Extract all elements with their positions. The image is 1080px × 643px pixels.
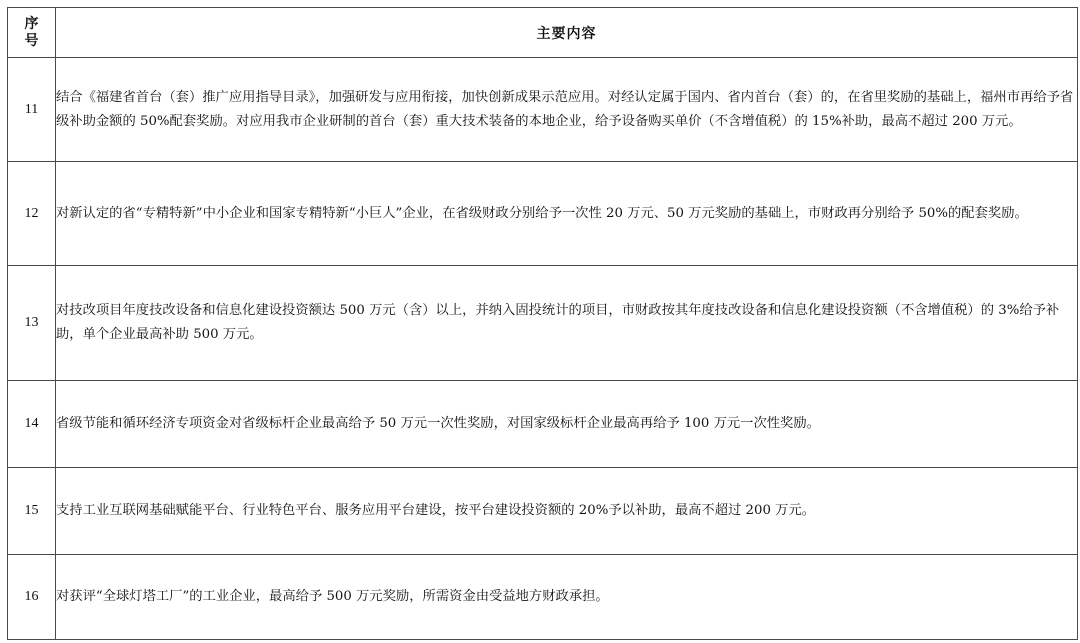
row-number: 14 [8,381,56,468]
row-content: 对新认定的省“专精特新”中小企业和国家专精特新“小巨人”企业，在省级财政分别给予一次性 20 万元、50 万元奖励的基础上，市财政再分别给予 50%的配套奖励。 [56,162,1078,266]
table-row [8,58,1078,162]
row-content: 对获评“全球灯塔工厂”的工业企业，最高给予 500 万元奖励，所需资金由受益地方财政承担。 [56,555,1078,640]
header-main-content: 主要内容 [56,8,1078,58]
row-content: 对技改项目年度技改设备和信息化建设投资额达 500 万元（含）以上，并纳入固投统计的项目，市财政按其年度技改设备和信息化建设投资额（不含增值税）的 3%给予补助，单个企业最高补助 500 万元。 [56,266,1078,381]
header-serial-number [8,8,56,58]
row-content: 支持工业互联网基础赋能平台、行业特色平台、服务应用平台建设，按平台建设投资额的 20%予以补助，最高不超过 200 万元。 [56,468,1078,555]
table-row [8,468,1078,555]
row-number: 15 [8,468,56,555]
table-row [8,555,1078,640]
policy-table [7,7,1078,640]
row-number: 13 [8,266,56,381]
header-serial-char-1: 序 [24,15,39,32]
row-number: 12 [8,162,56,266]
table-row [8,381,1078,468]
table-row [8,162,1078,266]
table-header-row [8,8,1078,58]
table-row [8,266,1078,381]
header-serial-char-2: 号 [24,32,39,49]
row-number: 11 [8,58,56,162]
row-number: 16 [8,555,56,640]
row-content: 结合《福建省首台（套）推广应用指导目录》，加强研发与应用衔接，加快创新成果示范应用。对经认定属于国内、省内首台（套）的，在省里奖励的基础上，福州市再给予省级补助金额的 50%配套奖励。对应用我市企业研制的首台（套）重大技术装备的本地企业，给予设备购买单价（不含增值税）的 15%补助，最高不超过 200 万元。 [56,58,1078,162]
row-content: 省级节能和循环经济专项资金对省级标杆企业最高给予 50 万元一次性奖励，对国家级标杆企业最高再给予 100 万元一次性奖励。 [56,381,1078,468]
